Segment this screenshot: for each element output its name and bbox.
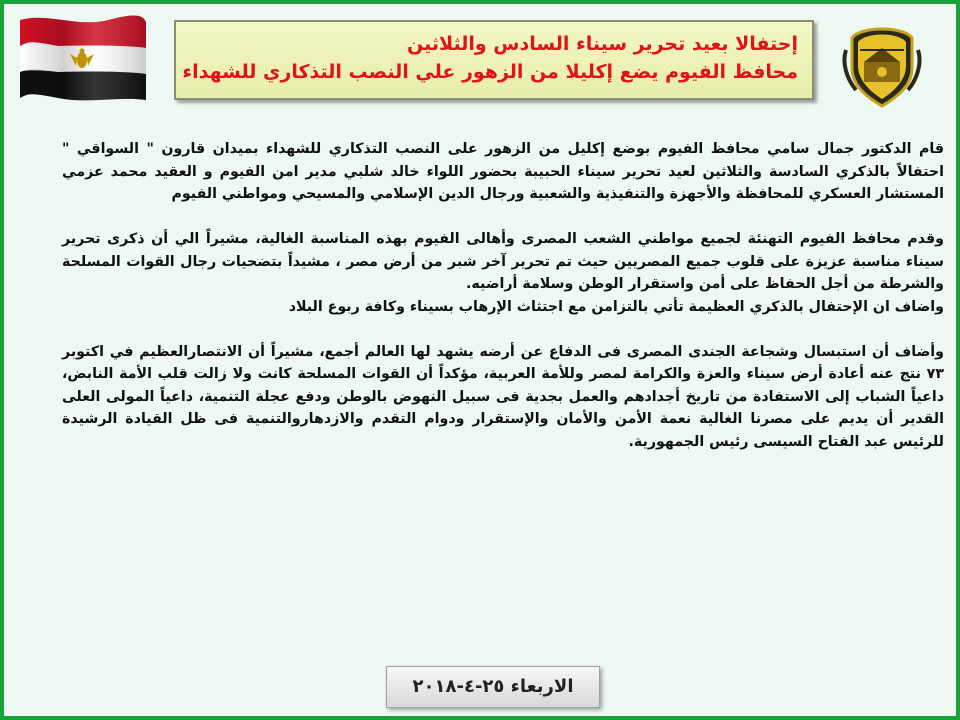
- fayoum-governorate-logo-icon: [840, 18, 924, 108]
- article-paragraph-3: واضاف ان الإحتفال بالذكري العظيمة تأتي بالتزامن مع اجتثاث الإرهاب بسيناء وكافة ربوع البلاد: [288, 298, 944, 315]
- headline-box: [174, 20, 814, 100]
- egypt-flag-icon: [18, 14, 148, 104]
- article-paragraph-2: وقدم محافظ الفيوم التهنئة لجميع مواطني الشعب المصرى وأهالى الفيوم بهذه المناسبة الغالية، مشيراً الي أن ذكرى تحرير سيناء مناسبة عزيزة على قلوب جميع المصريين حيث تم تحرير آخر شبر من أرض مصر ، مشيداً بتضحيات رجال القوات المسلحة والشرطة من أجل الحفاظ على أمن واستقرار الوطن وسلامة أراضيه.: [62, 231, 944, 292]
- article-paragraph-4: وأضاف أن استبسال وشجاعة الجندى المصرى فى الدفاع عن أرضه يشهد لها العالم أجمع، مشيراً أن الانتصارالعظيم في اكتوبر ٧٣ نتج عنه أعادة أرض سيناء والعزة والكرامة لمصر وللأمة العربية، مؤكداً أن القوات المسلحة كانت ولا زالت قلب الأمة النابض، داعياً الشباب إلى الاستفادة من تاريخ أجدادهم والعمل بجدية فى سبيل النهوض بالوطن ودفع عجلة التنمية، داعياً المولى العلى القدير أن يديم على مصرنا الغالية نعمة الأمن والأمان والإستقرار ودوام التقدم والازدهاروالتنمية فى ظل القيادة الرشيدة للرئيس عبد الفتاح السيسى رئيس الجمهورية.: [62, 343, 944, 450]
- headline-line-1: إحتفالا بعيد تحرير سيناء السادس والثلاثين: [407, 33, 798, 55]
- publish-date: الاربعاء ٢٥-٤-٢٠١٨: [386, 666, 600, 708]
- article-paragraph-1: قام الدكتور جمال سامي محافظ الفيوم بوضع إكليل من الزهور على النصب التذكاري للشهداء بميدان قارون " السواقي " احتفالاً بالذكري السادسة والثلاثين لعيد تحرير سيناء الحبيبة بحضور اللواء خالد شلبي مدير امن الفيوم و العقيد محمد عزمي المستشار العسكري للمحافظة والأجهزة والتنفيذية والشعبية ورجال الدين الإسلامي والمسيحي ومواطني الفيوم: [62, 141, 944, 202]
- headline-line-2: محافظ الفيوم يضع إكليلا من الزهور علي النصب التذكاري للشهداء: [182, 61, 798, 83]
- page-frame: [4, 4, 956, 716]
- article-body: [62, 138, 944, 476]
